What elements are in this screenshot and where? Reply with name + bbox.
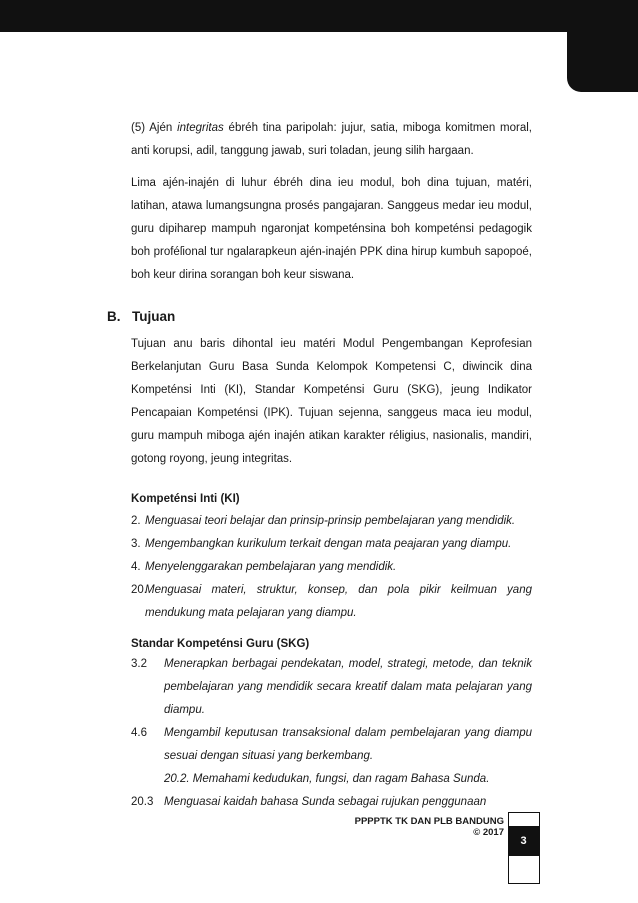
section-b-heading: B. Tujuan	[107, 309, 176, 324]
skg-item: 20.3 Menguasai kaidah bahasa Sunda sebagai rujukan penggunaan	[131, 796, 487, 808]
ki-item: 20. Menguasai materi, struktur, konsep, dan pola pikir keilmuan yang mendukung mata pelajaran yang diampu.	[131, 584, 532, 619]
ki-item: 2. Menguasai teori belajar dan prinsip-prinsip pembelajaran yang mendidik.	[131, 515, 516, 527]
header-bar	[0, 0, 638, 32]
ki-item: 3. Mengembangkan kurikulum terkait dengan mata peajaran yang diampu.	[131, 538, 512, 550]
skg-list	[131, 653, 532, 814]
footer-copyright: © 2017	[473, 827, 504, 838]
skg-heading: Standar Kompeténsi Guru (SKG)	[131, 638, 310, 650]
intro-paragraph-2: Lima ajén-inajén di luhur ébréh dina ieu modul, boh dina tujuan, matéri, latihan, atawa lumangsungna prosés pangajaran. Sanggeus medar ieu modul, guru dipiharep mampuh ngaronjat kompeténsina boh kompeténsi pedagogik boh proféſional tur ngalarapkeun ajén-inajén PPK dina hirup kumbuh sapopoé, boh keur dirina sorangan boh keur siswana.	[131, 177, 532, 281]
ki-item: 4. Menyelenggarakan pembelajaran yang mendidik.	[131, 561, 397, 573]
section-b-body: Tujuan anu baris dihontal ieu matéri Modul Pengembangan Keprofesian Berkelanjutan Guru Basa Sunda Kelompok Kompetensi C, diwincik dina Kompeténsi Inti (KI), Standar Kompeténsi Guru (SKG), jeung Indikator Pencapaian Kompeténsi (IPK). Tujuan sejenna, sanggeus maca ieu modul, guru mampuh miboga ajén inajén atikan karakter réligius, nasionalis, mandiri, gotong royong, jeung integritas.	[131, 338, 532, 465]
ki-list	[131, 510, 532, 625]
skg-item: 20.2. Memahami kedudukan, fungsi, dan ragam Bahasa Sunda.	[164, 773, 490, 785]
corner-tab	[567, 20, 638, 92]
page-number: 3	[508, 826, 539, 856]
footer-institution: PPPPTK TK DAN PLB BANDUNG © 2017	[354, 816, 504, 838]
intro-item-5: (5) Ajén integritas ébréh tina paripolah: jujur, satia, miboga komitmen moral, anti korupsi, adil, tanggung jawab, suri toladan, jeung silih hargaan.	[131, 122, 532, 157]
skg-item: 3.2 Menerapkan berbagai pendekatan, model, strategi, metode, dan teknik pembelajaran yang mendidik secara kreatif dalam mata pelajaran yang diampu.	[131, 658, 532, 716]
skg-item: 4.6 Mengambil keputusan transaksional dalam pembelajaran yang diampu sesuai dengan situasi yang berkembang.	[131, 727, 532, 762]
ki-heading: Kompeténsi Inti (KI)	[131, 493, 240, 505]
